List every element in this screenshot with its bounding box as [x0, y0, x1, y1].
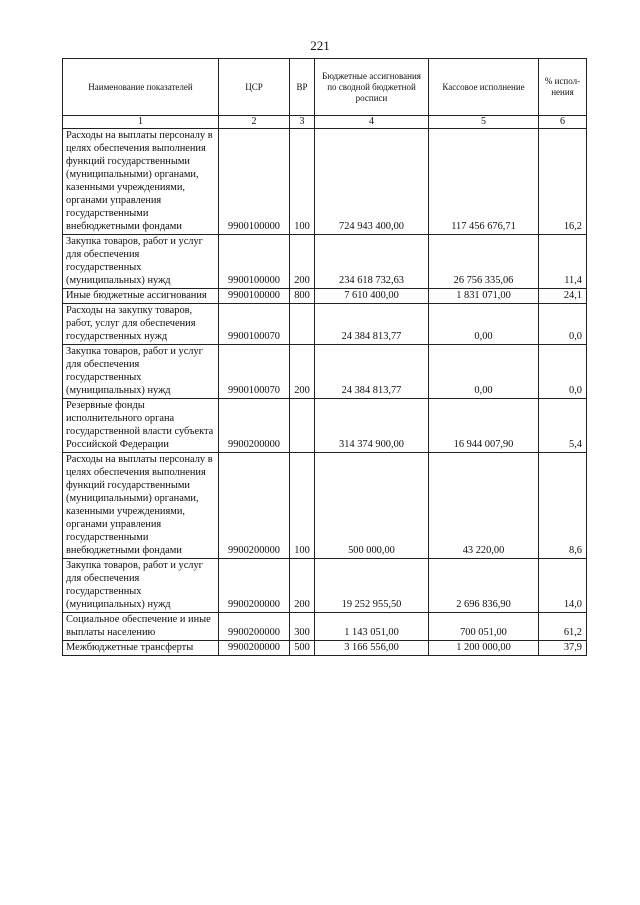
indicator-name: Иные бюджетные ассигнования [63, 289, 219, 304]
vr-code: 200 [290, 345, 315, 399]
budget-execution-table [62, 58, 587, 656]
execution-percent: 14,0 [539, 559, 587, 613]
indicator-name: Закупка товаров, работ и услуг для обеспечения государственных (муниципальных) нужд [63, 345, 219, 399]
csr-code: 9900200000 [219, 613, 290, 641]
execution-percent: 37,9 [539, 641, 587, 656]
vr-code [290, 304, 315, 345]
column-number: 5 [429, 116, 539, 129]
indicator-name: Расходы на закупку товаров, работ, услуг для обеспечения государственных нужд [63, 304, 219, 345]
table-row [63, 399, 587, 453]
budget-amount: 7 610 400,00 [315, 289, 429, 304]
column-number: 6 [539, 116, 587, 129]
vr-code: 200 [290, 235, 315, 289]
header-vr: ВР [290, 59, 315, 116]
header-cash-execution: Кассовое исполнение [429, 59, 539, 116]
table-row [63, 641, 587, 656]
table-header-row [63, 59, 587, 116]
cash-amount: 0,00 [429, 304, 539, 345]
vr-code: 100 [290, 129, 315, 235]
indicator-name: Межбюджетные трансферты [63, 641, 219, 656]
table-row [63, 559, 587, 613]
table-row [63, 613, 587, 641]
table-row [63, 129, 587, 235]
vr-code [290, 399, 315, 453]
column-number-row [63, 116, 587, 129]
table-row [63, 235, 587, 289]
table-row [63, 289, 587, 304]
csr-code: 9900100000 [219, 289, 290, 304]
execution-percent: 0,0 [539, 345, 587, 399]
csr-code: 9900200000 [219, 641, 290, 656]
header-execution-percent: % испол-нения [539, 59, 587, 116]
cash-amount: 26 756 335,06 [429, 235, 539, 289]
execution-percent: 61,2 [539, 613, 587, 641]
cash-amount: 2 696 836,90 [429, 559, 539, 613]
budget-amount: 724 943 400,00 [315, 129, 429, 235]
cash-amount: 0,00 [429, 345, 539, 399]
cash-amount: 16 944 007,90 [429, 399, 539, 453]
header-csr: ЦСР [219, 59, 290, 116]
csr-code: 9900200000 [219, 559, 290, 613]
page-number: 221 [310, 38, 330, 53]
indicator-name: Закупка товаров, работ и услуг для обеспечения государственных (муниципальных) нужд [63, 559, 219, 613]
vr-code: 100 [290, 453, 315, 559]
column-number: 4 [315, 116, 429, 129]
indicator-name: Расходы на выплаты персоналу в целях обеспечения выполнения функций государственными (муниципальными) органами, казенными учреждениями, органами управления государственными внебюджетными фондами [63, 129, 219, 235]
vr-code: 500 [290, 641, 315, 656]
table-row [63, 345, 587, 399]
vr-code: 200 [290, 559, 315, 613]
execution-percent: 8,6 [539, 453, 587, 559]
table-row [63, 453, 587, 559]
column-number: 2 [219, 116, 290, 129]
csr-code: 9900100070 [219, 304, 290, 345]
vr-code: 300 [290, 613, 315, 641]
indicator-name: Закупка товаров, работ и услуг для обеспечения государственных (муниципальных) нужд [63, 235, 219, 289]
execution-percent: 16,2 [539, 129, 587, 235]
column-number: 1 [63, 116, 219, 129]
csr-code: 9900200000 [219, 453, 290, 559]
execution-percent: 5,4 [539, 399, 587, 453]
execution-percent: 0,0 [539, 304, 587, 345]
csr-code: 9900200000 [219, 399, 290, 453]
budget-amount: 314 374 900,00 [315, 399, 429, 453]
budget-amount: 500 000,00 [315, 453, 429, 559]
indicator-name: Социальное обеспечение и иные выплаты населению [63, 613, 219, 641]
budget-amount: 24 384 813,77 [315, 304, 429, 345]
vr-code: 800 [290, 289, 315, 304]
budget-amount: 3 166 556,00 [315, 641, 429, 656]
header-indicator-name: Наименование показателей [63, 59, 219, 116]
budget-amount: 19 252 955,50 [315, 559, 429, 613]
cash-amount: 1 200 000,00 [429, 641, 539, 656]
header-budget-allocations: Бюджетные ассигнования по сводной бюджетной росписи [315, 59, 429, 116]
indicator-name: Резервные фонды исполнительного органа государственной власти субъекта Российской Федерации [63, 399, 219, 453]
cash-amount: 1 831 071,00 [429, 289, 539, 304]
cash-amount: 117 456 676,71 [429, 129, 539, 235]
cash-amount: 700 051,00 [429, 613, 539, 641]
csr-code: 9900100070 [219, 345, 290, 399]
csr-code: 9900100000 [219, 235, 290, 289]
budget-amount: 234 618 732,63 [315, 235, 429, 289]
table-row [63, 304, 587, 345]
column-number: 3 [290, 116, 315, 129]
csr-code: 9900100000 [219, 129, 290, 235]
execution-percent: 11,4 [539, 235, 587, 289]
budget-amount: 24 384 813,77 [315, 345, 429, 399]
budget-amount: 1 143 051,00 [315, 613, 429, 641]
cash-amount: 43 220,00 [429, 453, 539, 559]
execution-percent: 24,1 [539, 289, 587, 304]
indicator-name: Расходы на выплаты персоналу в целях обеспечения выполнения функций государственными (муниципальными) органами, казенными учреждениями, органами управления государственными внебюджетными фондами [63, 453, 219, 559]
